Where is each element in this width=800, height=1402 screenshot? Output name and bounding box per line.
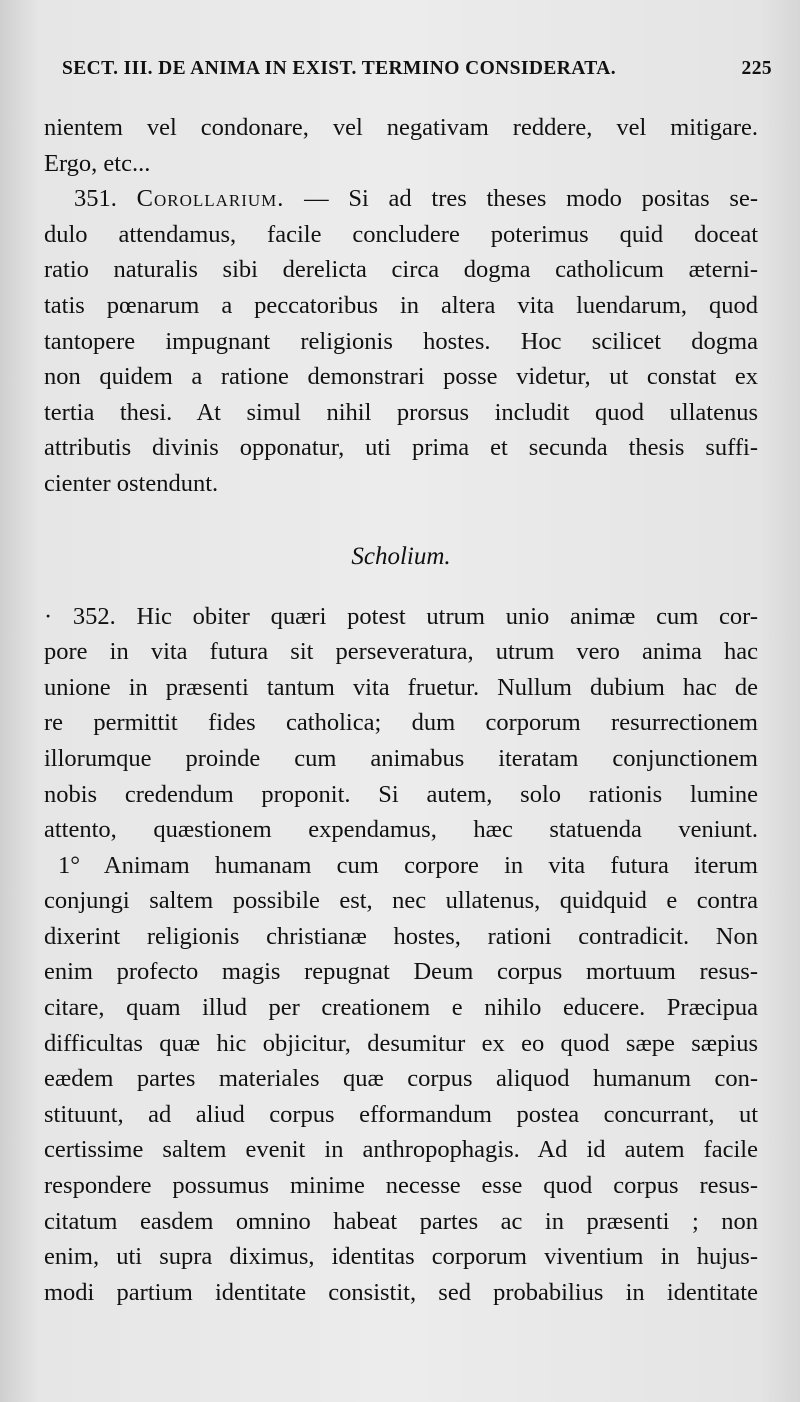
text-line: difficultas quæ hic objicitur, desumitur ex eo quod sæpe sæpius [44,1029,758,1057]
text-fragment: — Si ad tres theses modo positas se- [304,185,758,213]
text-line: Ergo, etc... [44,149,151,177]
text-line: re permittit fides catholica; dum corporum resurrectionem [44,709,758,737]
text-line: tantopere impugnant religionis hostes. Hoc scilicet dogma [44,327,758,355]
running-header [62,58,772,88]
text-line: 1° Animam humanam cum corpore in vita futura iterum [58,851,758,879]
text-line: modi partium identitate consistit, sed probabilius in identitate [44,1278,758,1306]
corollarium-heading: Corollarium. [136,185,285,213]
spacer [44,577,758,599]
text-line: enim, uti supra diximus, identitas corporum viventium in hujus- [44,1243,758,1271]
text-line: dixerint religionis christianæ hostes, rationi contradicit. Non [44,922,758,950]
text-line: eædem partes materiales quæ corpus aliquod humanum con- [44,1065,758,1093]
text-line: ratio naturalis sibi derelicta circa dogma catholicum æterni- [44,256,758,284]
text-line: respondere possumus minime necesse esse quod corpus resus- [44,1172,758,1200]
text-line: non quidem a ratione demonstrari posse videtur, ut constat ex [44,363,758,391]
paragraph-number: 351. [74,185,117,213]
text-line: citatum easdem omnino habeat partes ac in præsenti ; non [44,1207,758,1235]
text-line: dulo attendamus, facile concludere poterimus quid doceat [44,220,758,248]
text-line: stituunt, ad aliud corpus efformandum postea concurrant, ut [44,1100,758,1128]
text-line: conjungi saltem possibile est, nec ullatenus, quidquid e contra [44,887,758,915]
text-line: tatis pœnarum a peccatoribus in altera vita luendarum, quod [44,291,758,319]
spacer [44,502,758,537]
text-line: nobis credendum proponit. Si autem, solo rationis lumine [44,780,758,808]
text-line: unione in præsenti tantum vita fruetur. Nullum dubium hac de [44,673,758,701]
text-line: · 352. Hic obiter quæri potest utrum unio animæ cum cor- [44,602,758,630]
text-line: nientem vel condonare, vel negativam reddere, vel mitigare. [44,114,758,141]
paragraph-351-first-line [44,181,758,217]
text-line: attributis divinis opponatur, uti prima et secunda thesis suffi- [44,434,758,462]
text-line: citare, quam illud per creationem e nihilo educere. Præcipua [44,994,758,1022]
page-body [44,110,758,1310]
text-line: illorumque proinde cum animabus iteratam conjunctionem [44,744,758,772]
scholium-title: Scholium. [351,542,451,570]
running-title: SECT. III. DE ANIMA IN EXIST. TERMINO CONSIDERATA. [62,58,617,79]
page-number: 225 [741,58,772,79]
text-line: attento, quæstionem expendamus, hæc statuenda veniunt. [44,816,758,844]
text-line: cienter ostendunt. [44,469,219,497]
text-line: pore in vita futura sit perseveratura, utrum vero anima hac [44,638,758,666]
text-line: enim profecto magis repugnat Deum corpus mortuum resus- [44,958,758,986]
text-line: tertia thesi. At simul nihil prorsus includit quod ullatenus [44,398,758,426]
text-line: certissime saltem evenit in anthropophagis. Ad id autem facile [44,1136,758,1164]
